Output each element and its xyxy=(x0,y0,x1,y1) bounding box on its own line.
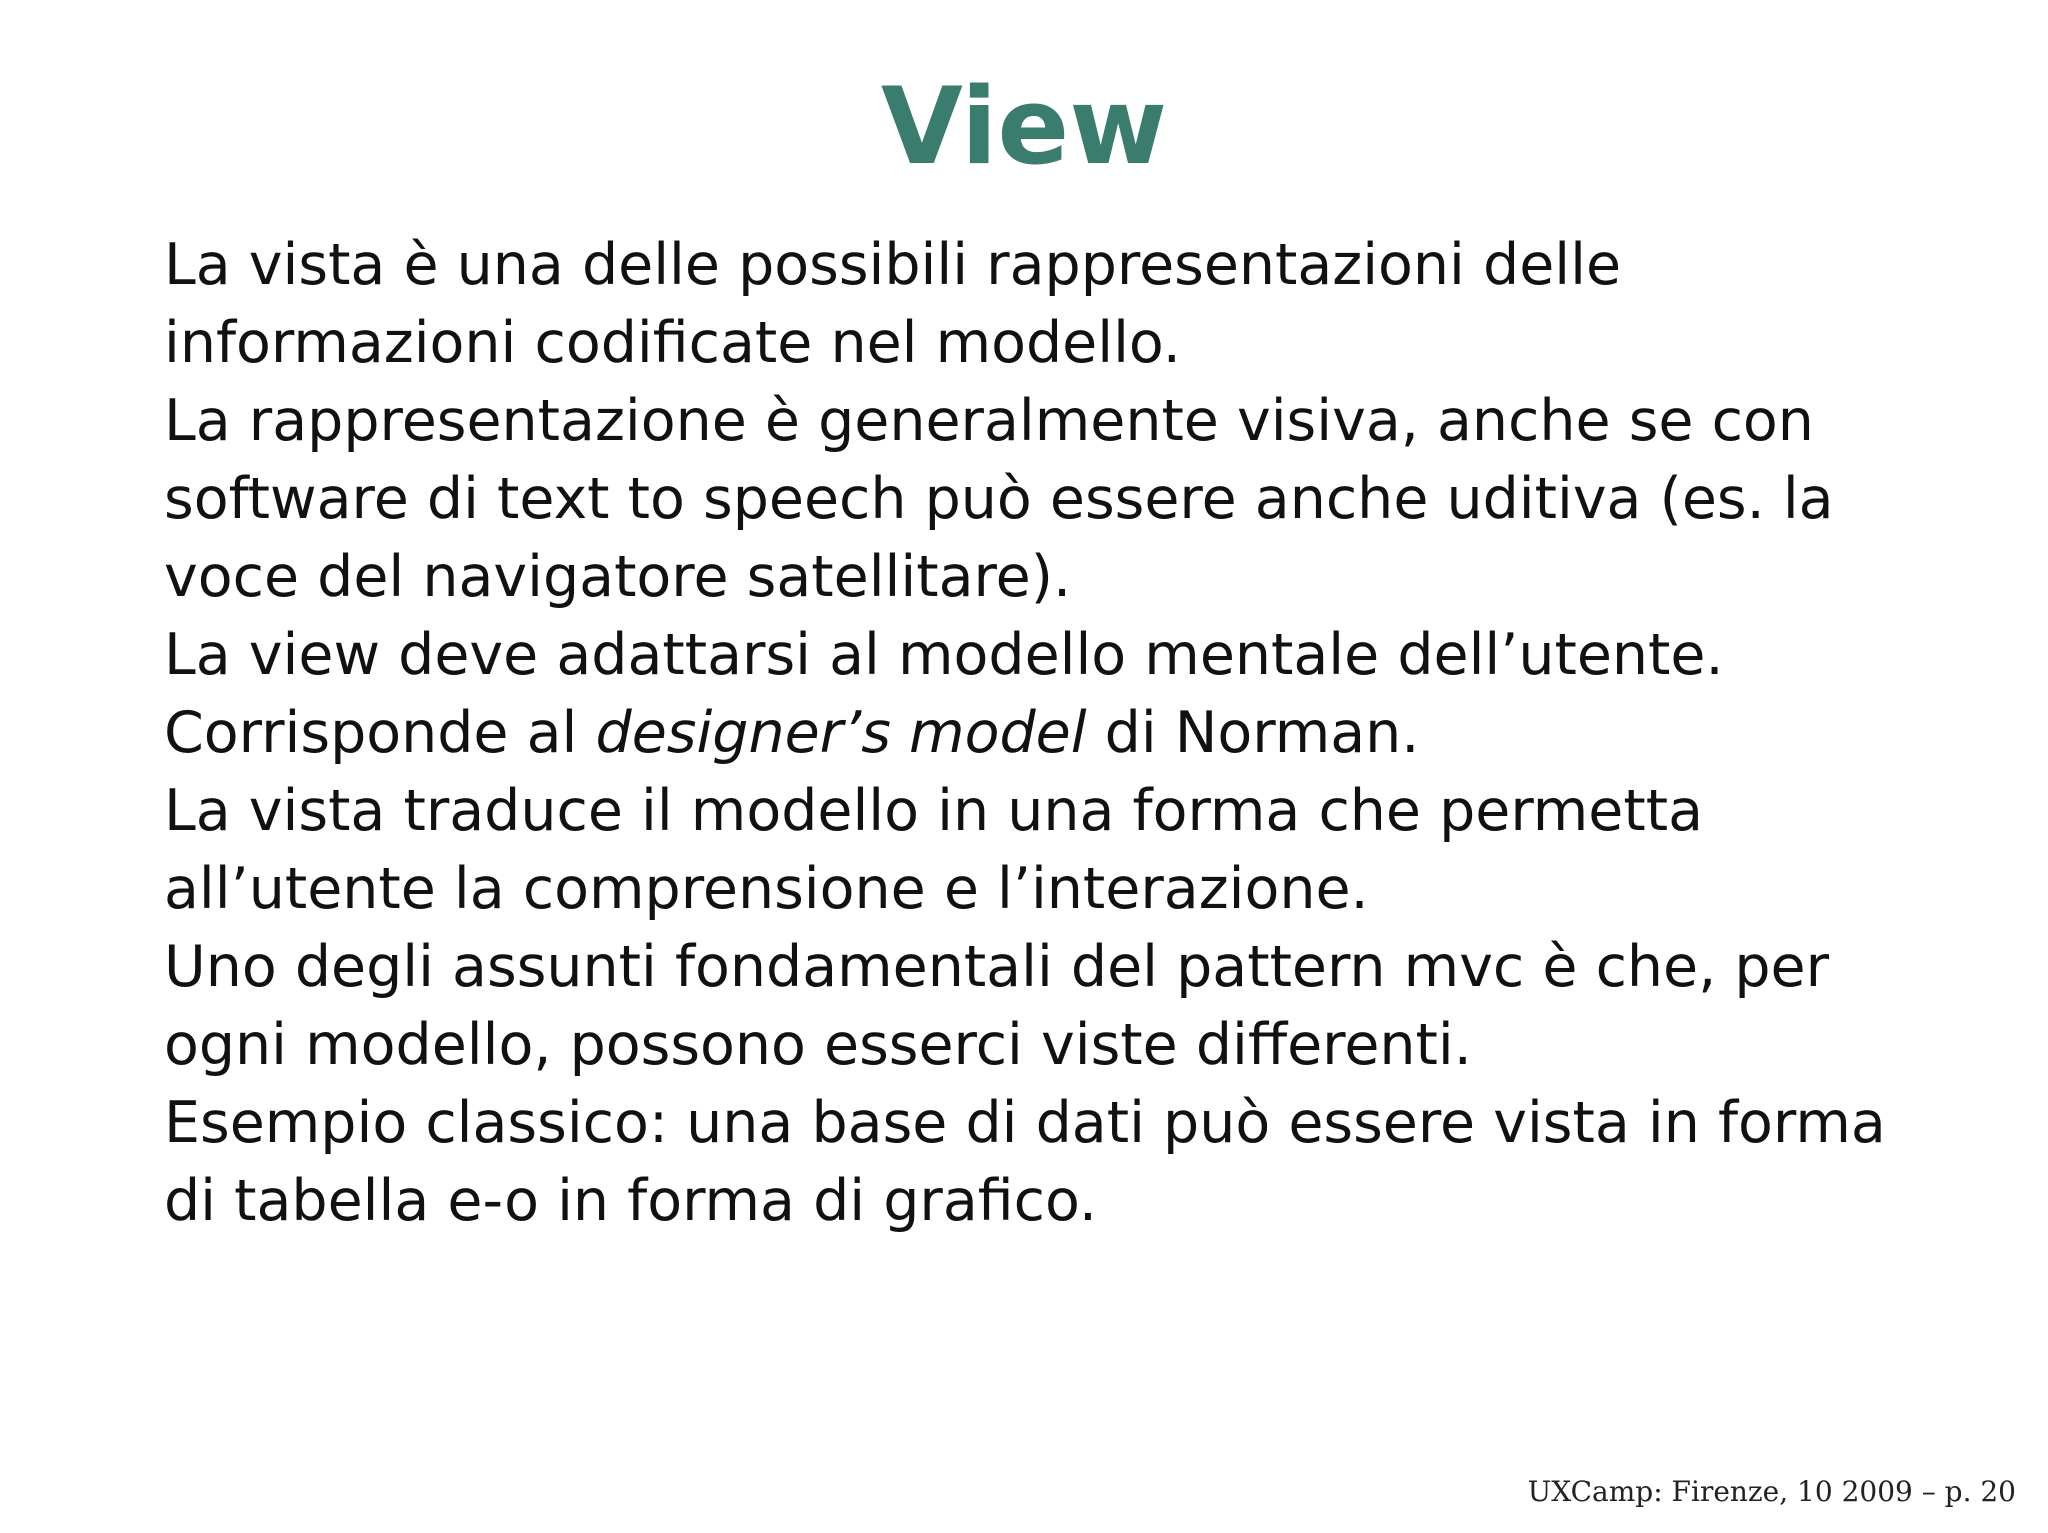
paragraph-mental-model xyxy=(164,616,2014,694)
body-line: all’utente la comprensione e l’interazione. xyxy=(164,856,1369,922)
body-line: La rappresentazione è generalmente visiva, anche se con xyxy=(164,388,1814,454)
body-line: Esempio classico: una base di dati può essere vista in forma xyxy=(164,1090,1886,1156)
paragraph-translation xyxy=(164,772,2014,928)
body-line: La vista è una delle possibili rappresentazioni delle xyxy=(164,232,1622,298)
body-line: La vista traduce il modello in una forma che permetta xyxy=(164,778,1703,844)
body-line xyxy=(164,694,2014,772)
slide-title: View xyxy=(880,65,1168,188)
body-text: Corrisponde al xyxy=(164,700,596,766)
slide-body xyxy=(164,226,2014,1240)
paragraph-example xyxy=(164,1084,2014,1240)
body-line: informazioni codificate nel modello. xyxy=(164,310,1181,376)
paragraph-representation xyxy=(164,382,2014,616)
paragraph-designers-model xyxy=(164,694,2014,772)
body-line: Uno degli assunti fondamentali del pattern mvc è che, per xyxy=(164,934,1830,1000)
body-line: voce del navigatore satellitare). xyxy=(164,544,1072,610)
body-line: La view deve adattarsi al modello mentale dell’utente. xyxy=(164,622,1724,688)
slide-footer: UXCamp: Firenze, 10 2009 – p. 20 xyxy=(1527,1475,2016,1508)
paragraph-multiple-views xyxy=(164,928,2014,1084)
emphasized-term: designer’s model xyxy=(595,700,1087,766)
body-line: software di text to speech può essere anche uditiva (es. la xyxy=(164,466,1834,532)
body-line: ogni modello, possono esserci viste differenti. xyxy=(164,1012,1472,1078)
body-text: di Norman. xyxy=(1086,700,1420,766)
body-line: di tabella e-o in forma di grafico. xyxy=(164,1168,1098,1234)
paragraph-view-definition xyxy=(164,226,2014,382)
